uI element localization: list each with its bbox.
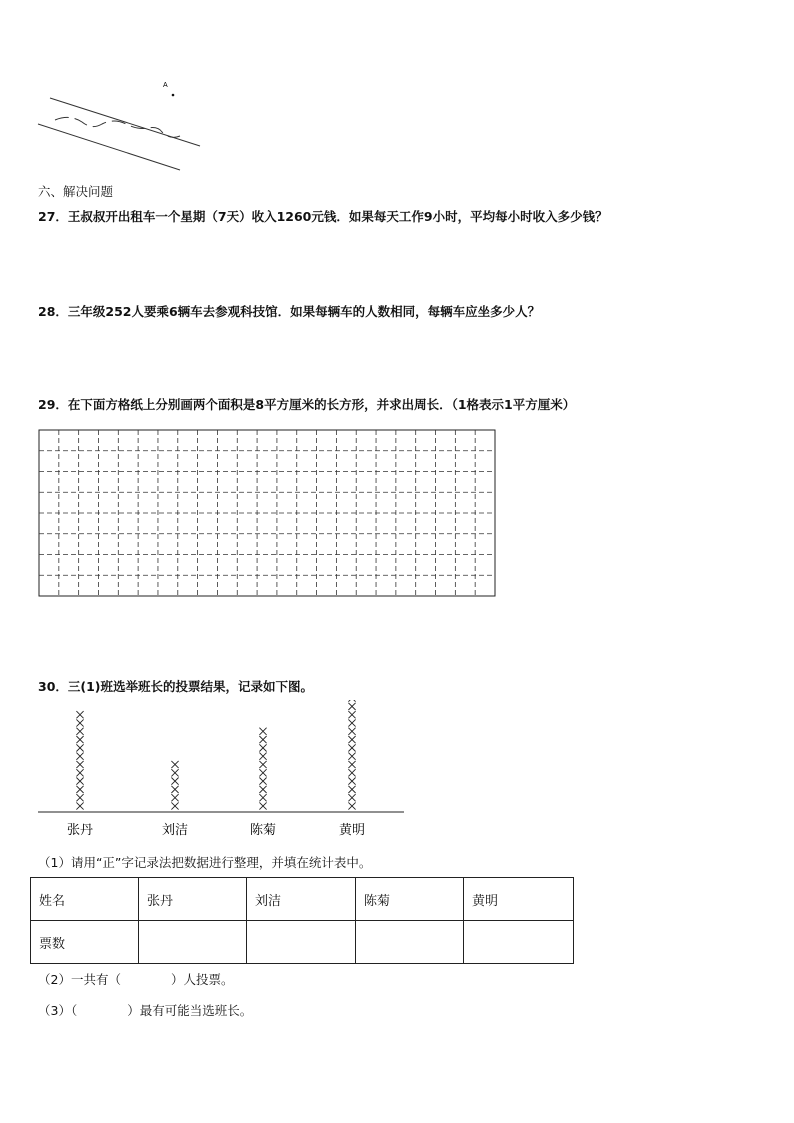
vote-mark (348, 794, 355, 801)
river-curve (55, 117, 180, 137)
vote-mark (348, 761, 355, 768)
header-cell-huangming: 黄明 (464, 878, 574, 921)
vote-mark (259, 728, 266, 735)
vote-mark (259, 802, 266, 809)
vote-mark (259, 778, 266, 785)
vote-mark (348, 769, 355, 776)
vote-mark (348, 719, 355, 726)
vote-mark (171, 802, 178, 809)
question-30: 30．三(1)班选举班长的投票结果，记录如下图。 (38, 679, 314, 694)
vote-mark (76, 778, 83, 785)
vote-mark (259, 794, 266, 801)
vote-mark (171, 769, 178, 776)
header-cell-chenju: 陈菊 (356, 878, 464, 921)
vote-mark (76, 711, 83, 718)
vote-mark (76, 794, 83, 801)
road-edge-top (50, 98, 200, 146)
vote-chart (36, 700, 408, 845)
subquestion-3: （3）（ ）最有可能当选班长。 (38, 1003, 253, 1018)
vote-mark (76, 802, 83, 809)
vote-mark (76, 744, 83, 751)
vote-mark (259, 753, 266, 760)
vote-mark (348, 711, 355, 718)
point-a-marker (172, 94, 175, 97)
road-edge-bottom (38, 124, 180, 170)
vote-mark (76, 761, 83, 768)
vote-mark (348, 736, 355, 743)
header-cell-zhangdan: 张丹 (139, 878, 247, 921)
vote-mark (259, 744, 266, 751)
vote-mark (171, 778, 178, 785)
vote-cell-chenju[interactable] (356, 921, 464, 964)
vote-mark (76, 728, 83, 735)
table-header-row (31, 878, 574, 921)
vote-mark (259, 769, 266, 776)
row-label-votes: 票数 (31, 921, 139, 964)
vote-mark (348, 786, 355, 793)
category-label: 陈菊 (249, 823, 277, 838)
vote-mark (76, 753, 83, 760)
vote-mark (259, 761, 266, 768)
vote-mark (76, 769, 83, 776)
question-27: 27．王叔叔开出租车一个星期（7天）收入1260元钱．如果每天工作9小时，平均每小时收入多少钱？ (38, 209, 608, 224)
vote-cell-liujie[interactable] (247, 921, 356, 964)
vote-mark (171, 761, 178, 768)
vote-mark (76, 719, 83, 726)
point-a-label: A (163, 82, 168, 89)
grid-paper[interactable] (38, 429, 496, 597)
category-label: 黄明 (338, 823, 366, 838)
category-label: 刘洁 (161, 823, 189, 838)
subquestion-1: （1）请用“正”字记录法把数据进行整理，并填在统计表中。 (38, 855, 372, 870)
header-cell-name: 姓名 (31, 878, 139, 921)
vote-cell-huangming[interactable] (464, 921, 574, 964)
stats-table (30, 877, 574, 964)
vote-mark (348, 744, 355, 751)
category-label: 张丹 (66, 823, 94, 838)
vote-mark (348, 778, 355, 785)
table-votes-row (31, 921, 574, 964)
question-29: 29．在下面方格纸上分别画两个面积是8平方厘米的长方形，并求出周长．（1格表示1平方厘米） (38, 397, 576, 412)
vote-mark (76, 786, 83, 793)
vote-mark (259, 736, 266, 743)
road-map-figure (30, 70, 220, 180)
vote-cell-zhangdan[interactable] (139, 921, 247, 964)
vote-mark (348, 700, 355, 702)
section-title: 六、解决问题 (38, 184, 114, 199)
vote-mark (171, 794, 178, 801)
question-28: 28．三年级252人要乘6辆车去参观科技馆．如果每辆车的人数相同，每辆车应坐多少人？ (38, 304, 541, 319)
vote-mark (348, 802, 355, 809)
vote-mark (171, 786, 178, 793)
vote-mark (348, 728, 355, 735)
vote-mark (348, 753, 355, 760)
subquestion-2: （2）一共有（ ）人投票。 (38, 972, 234, 987)
vote-mark (259, 786, 266, 793)
vote-mark (76, 736, 83, 743)
vote-mark (348, 703, 355, 710)
header-cell-liujie: 刘洁 (247, 878, 356, 921)
